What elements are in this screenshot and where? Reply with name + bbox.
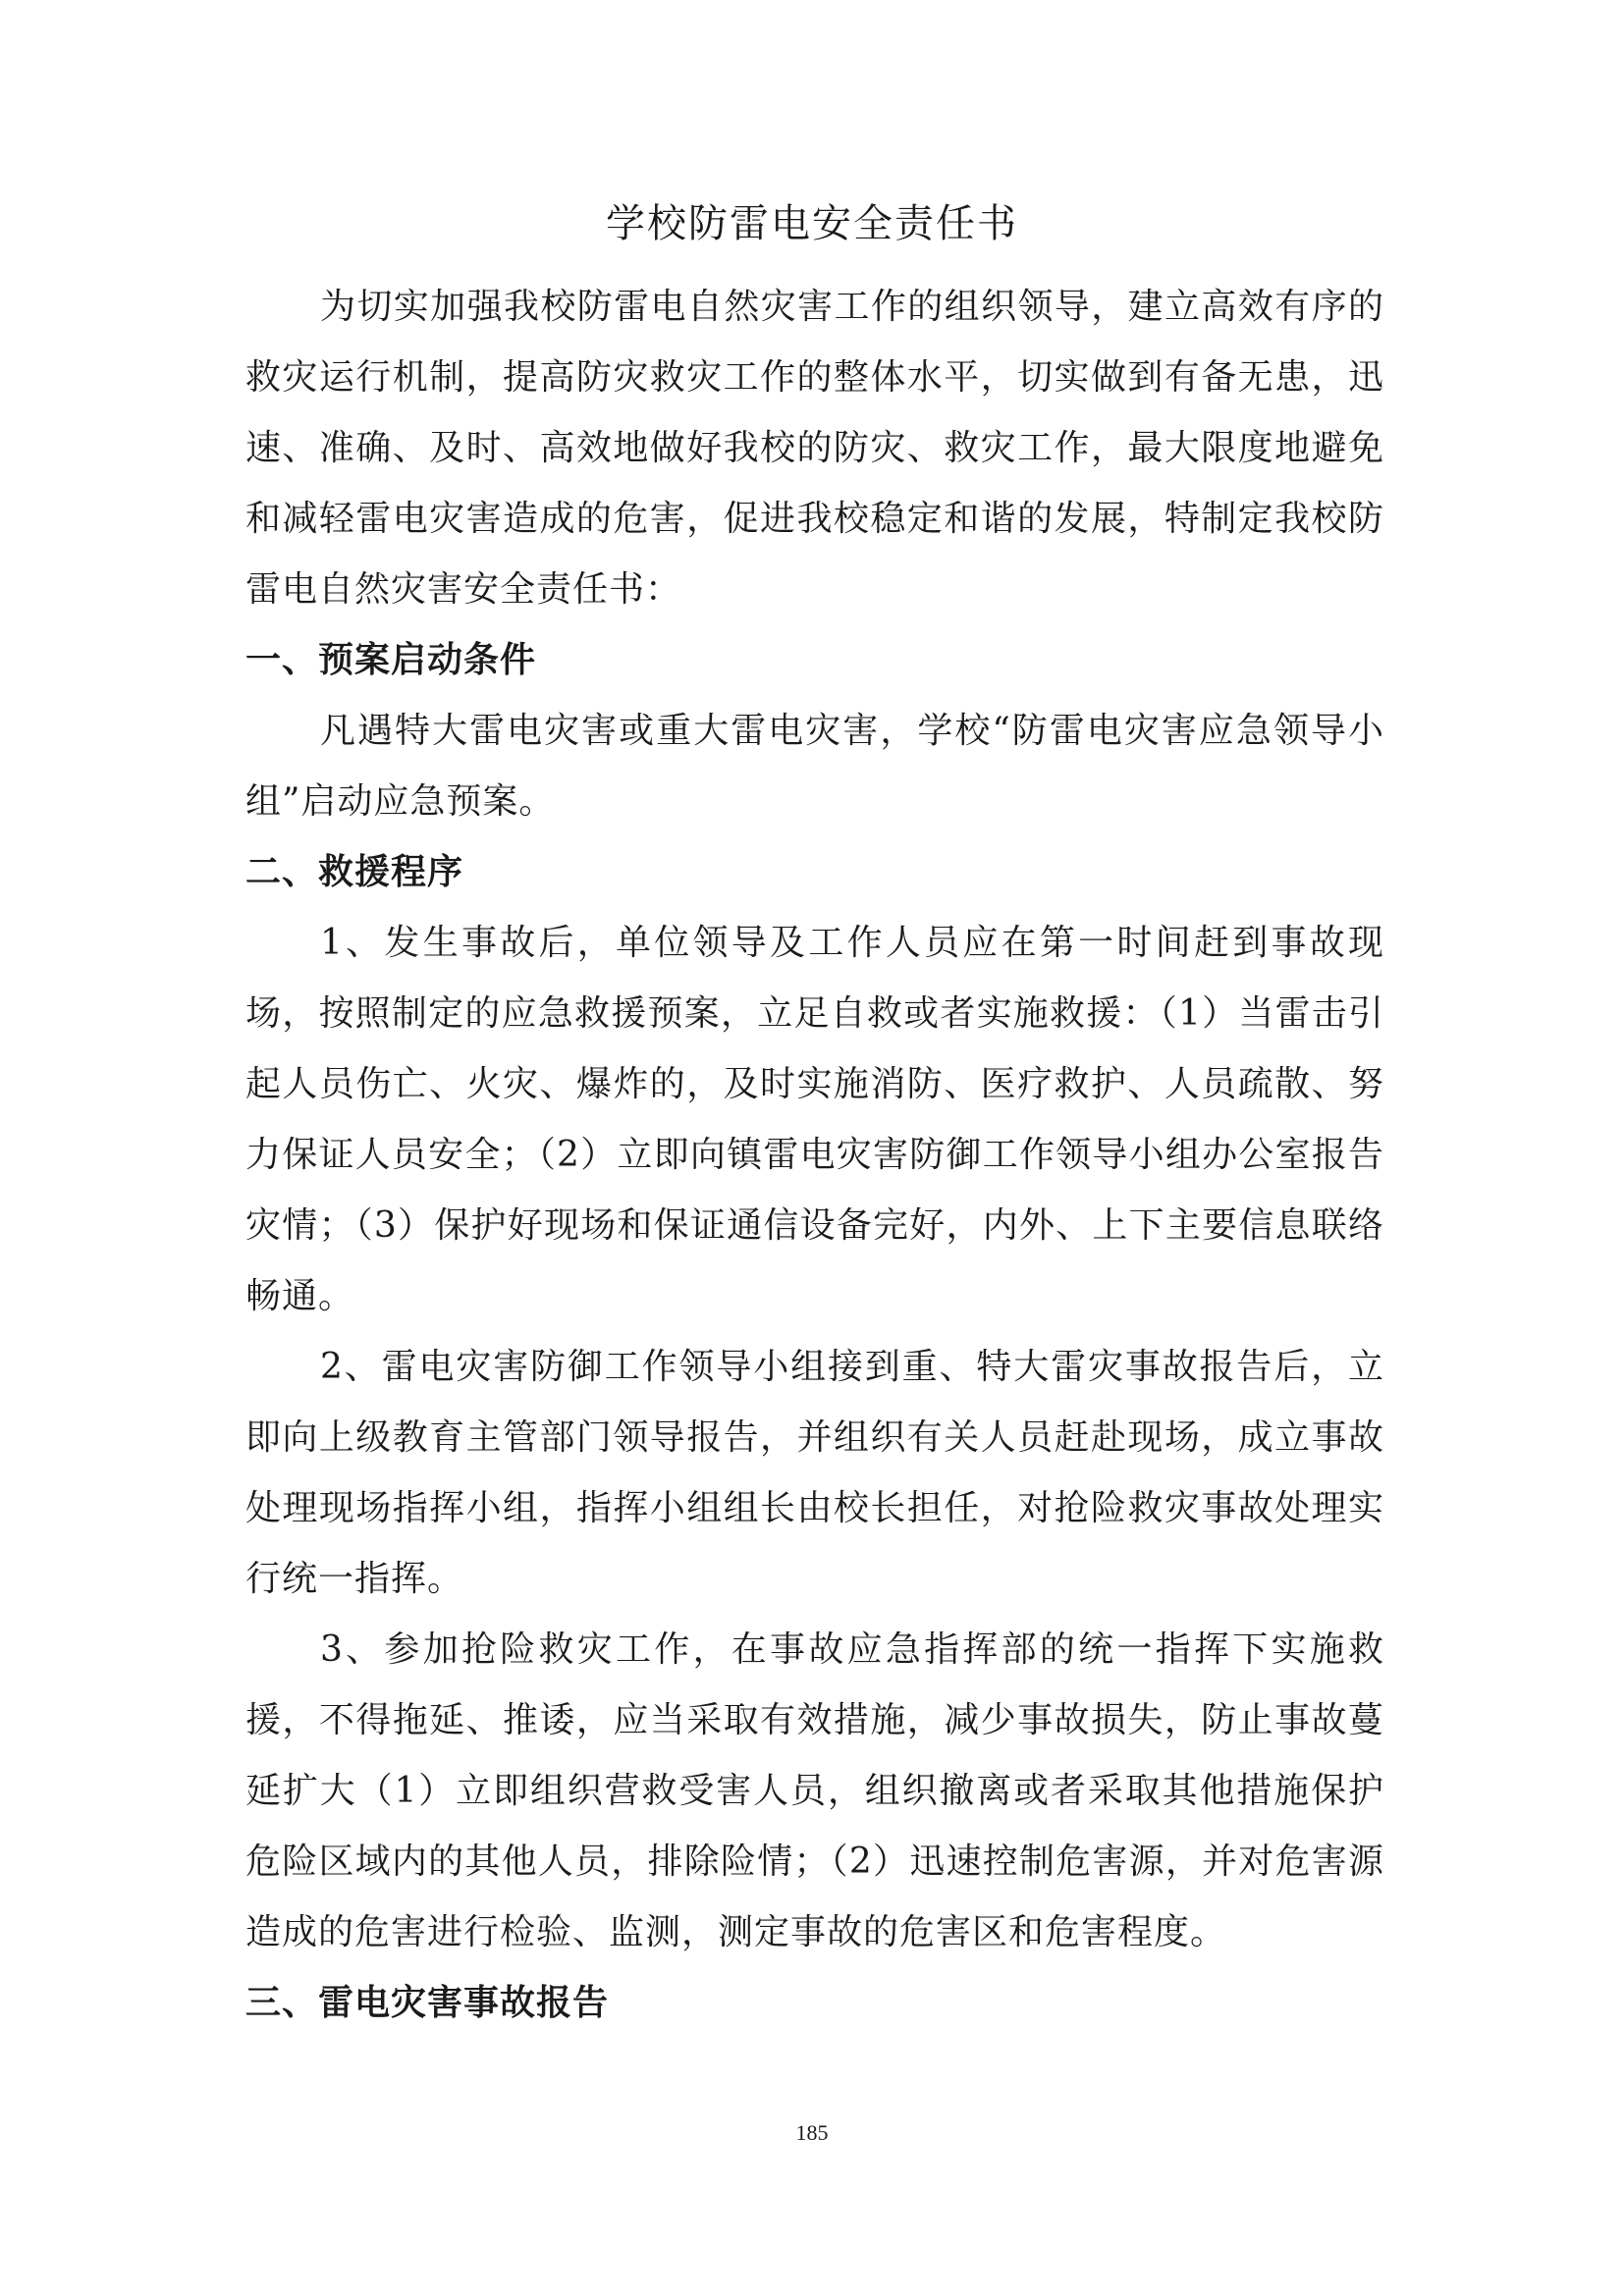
section-2-item-2: 2、雷电灾害防御工作领导小组接到重、特大雷灾事故报告后，立即向上级教育主管部门领导报告，并组织有关人员赶赴现场，成立事故处理现场指挥小组，指挥小组组长由校长担任，对抢险救灾事故处理实行统一指挥。	[245, 1347, 1384, 1599]
section-heading-2: 二、救援程序	[245, 852, 464, 892]
section-heading-1: 一、预案启动条件	[245, 640, 537, 680]
section-1-paragraph: 凡遇特大雷电灾害或重大雷电灾害，学校“防雷电灾害应急领导小组”启动应急预案。	[245, 711, 1384, 822]
section-heading-3: 三、雷电灾害事故报告	[245, 1983, 610, 2023]
document-title: 学校防雷电安全责任书	[606, 201, 1018, 246]
section-2-item-1: 1、发生事故后，单位领导及工作人员应在第一时间赶到事故现场，按照制定的应急救援预案，立足自救或者实施救援：（1）当雷击引起人员伤亡、火灾、爆炸的，及时实施消防、医疗救护、人员疏散、努力保证人员安全；（2）立即向镇雷电灾害防御工作领导小组办公室报告灾情；（3）保护好现场和保证通信设备完好，内外、上下主要信息联络畅通。	[245, 923, 1384, 1316]
intro-paragraph: 为切实加强我校防雷电自然灾害工作的组织领导，建立高效有序的救灾运行机制，提高防灾救灾工作的整体水平，切实做到有备无患，迅速、准确、及时、高效地做好我校的防灾、救灾工作，最大限度地避免和减轻雷电灾害造成的危害，促进我校稳定和谐的发展，特制定我校防雷电自然灾害安全责任书：	[245, 287, 1384, 610]
document-body	[245, 272, 1384, 2039]
section-2-item-3: 3、参加抢险救灾工作，在事故应急指挥部的统一指挥下实施救援，不得拖延、推诿，应当采取有效措施，减少事故损失，防止事故蔓延扩大（1）立即组织营救受害人员，组织撤离或者采取其他措施保护危险区域内的其他人员，排除险情；（2）迅速控制危害源，并对危害源造成的危害进行检验、监测，测定事故的危害区和危害程度。	[245, 1629, 1384, 1952]
page-number: 185	[795, 2120, 829, 2145]
